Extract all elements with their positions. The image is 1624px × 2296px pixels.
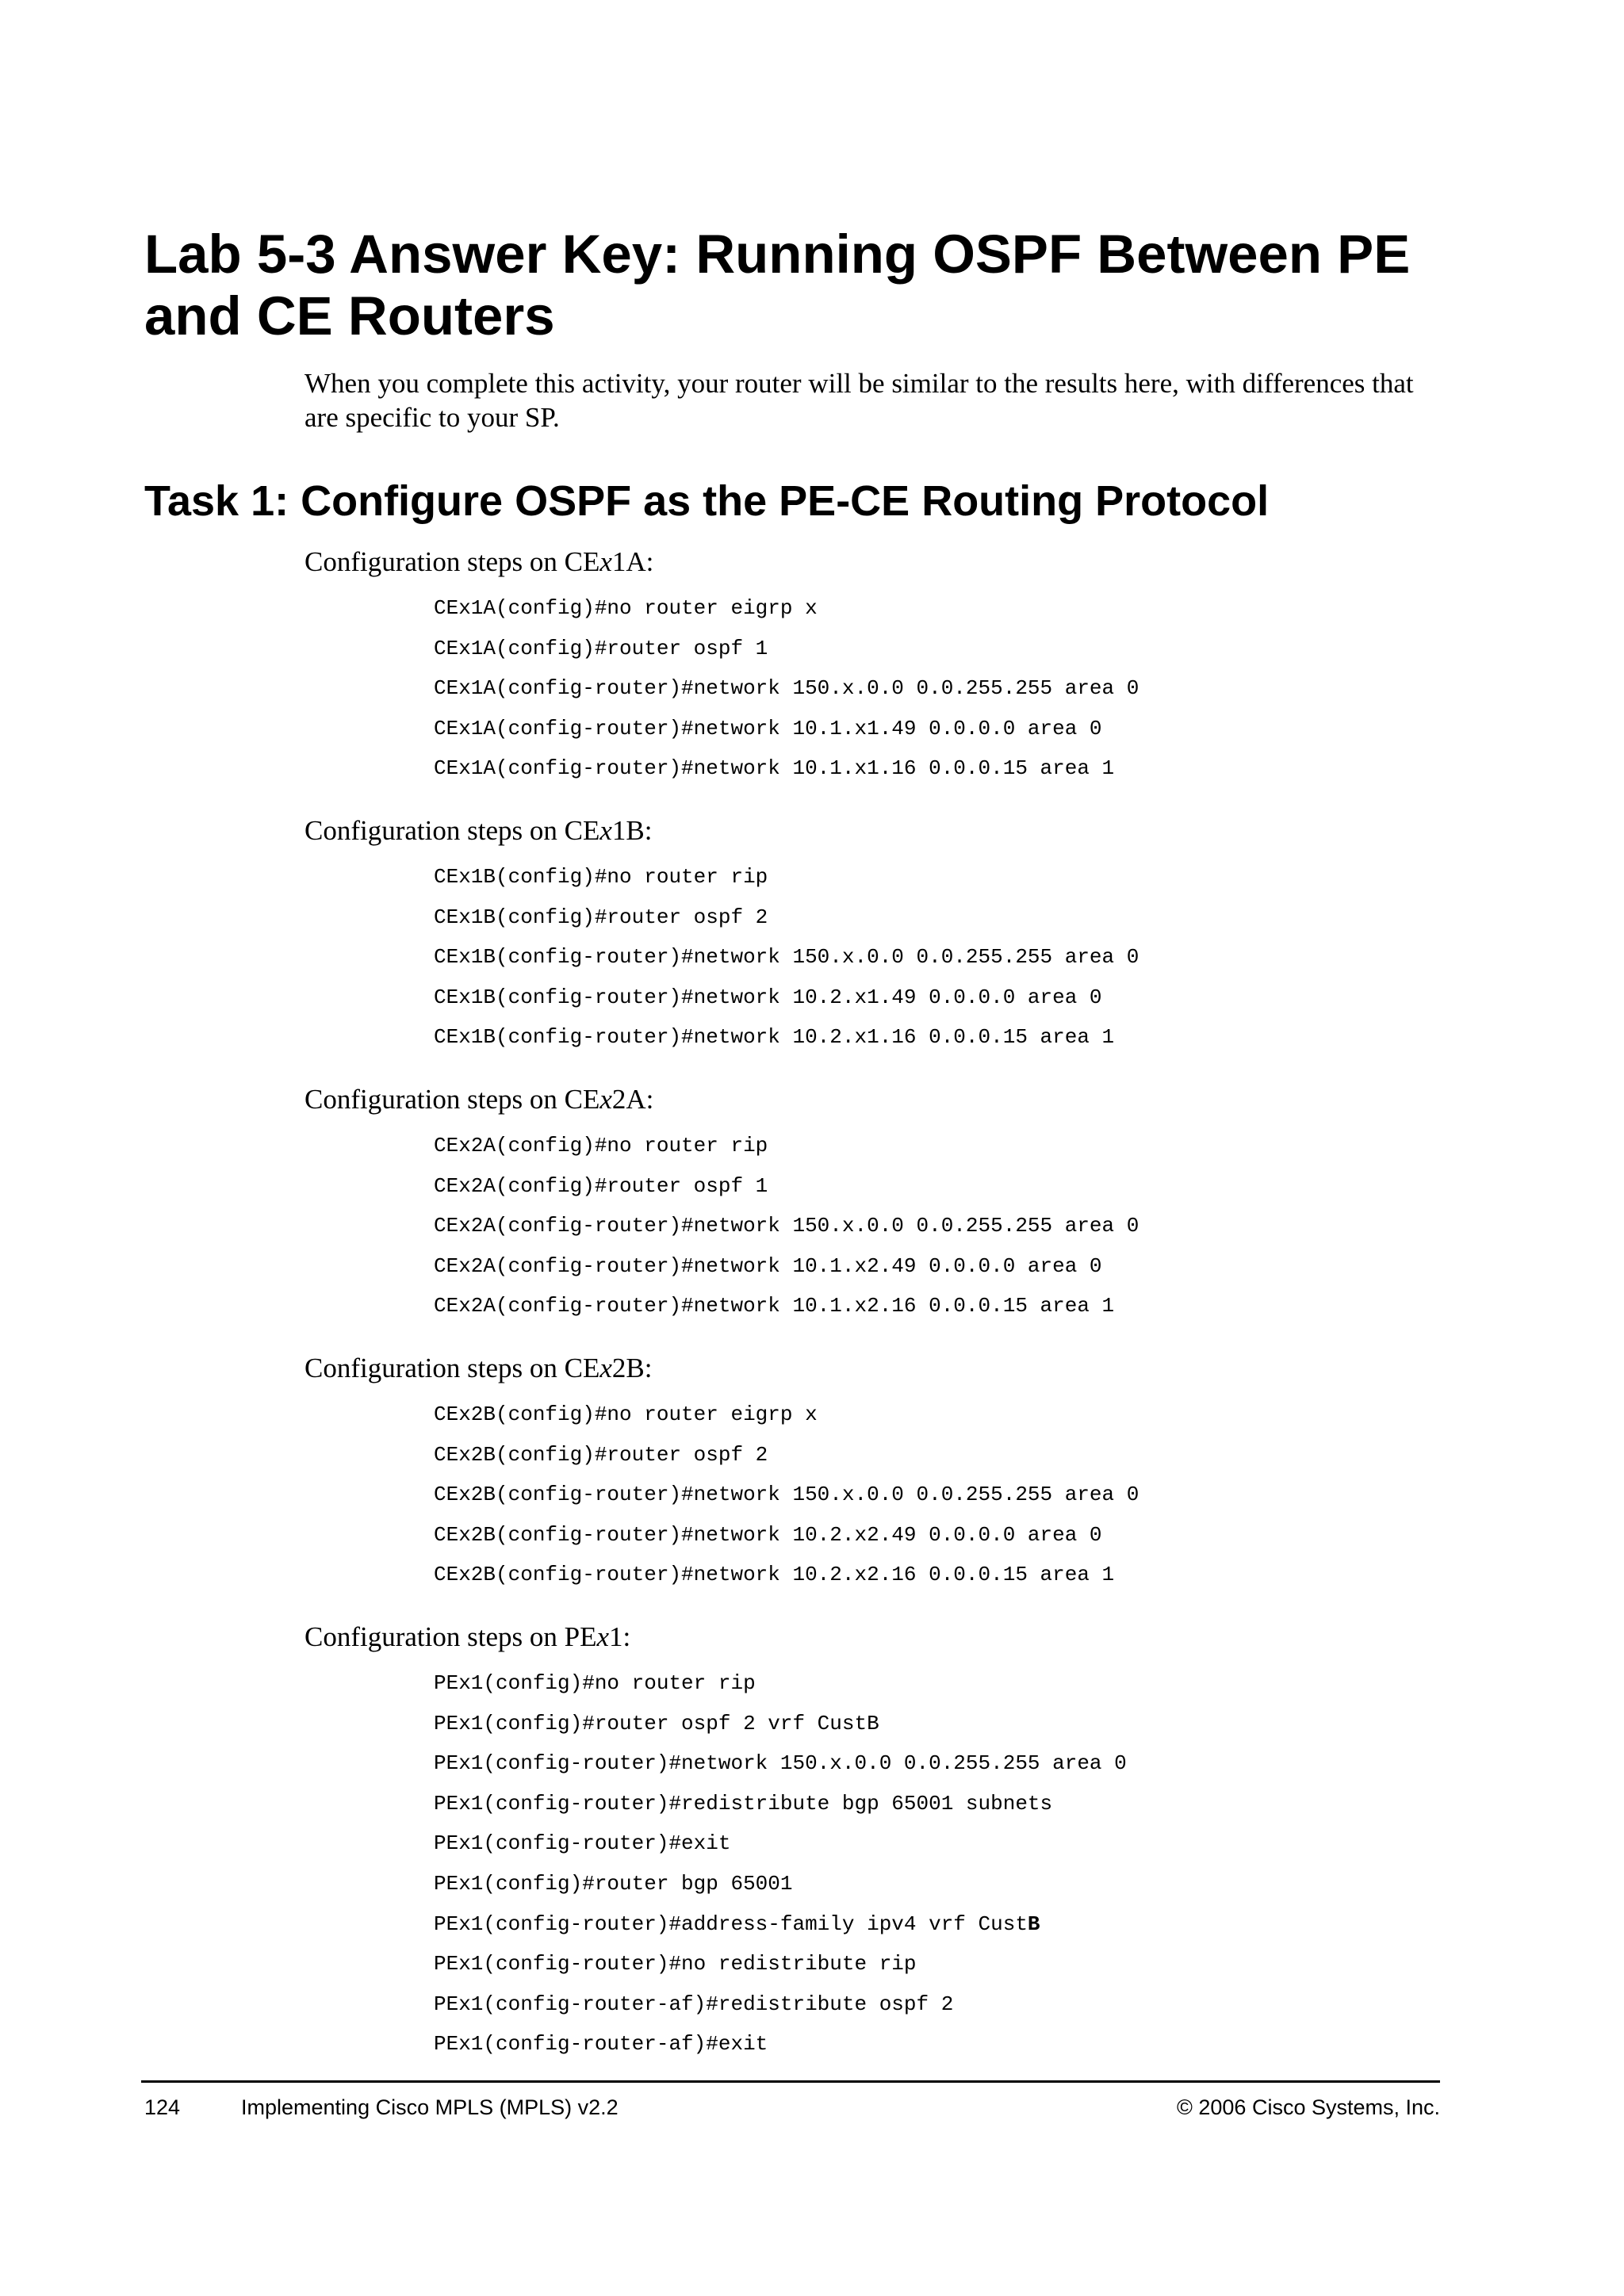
command-line: CEx2A(config-router)#network 10.1.x2.49 0.0.0.0 area 0: [434, 1253, 1102, 1278]
page-footer: [144, 2091, 1440, 2123]
command-line: PEx1(config-router)#exit: [434, 1831, 731, 1856]
command-line: CEx2A(config-router)#network 150.x.0.0 0.0.255.255 area 0: [434, 1214, 1139, 1238]
config-section-cex2a: [304, 1079, 1462, 1348]
step-heading: Configuration steps on CEx1B:: [304, 815, 653, 846]
command-line: CEx1B(config-router)#network 10.2.x1.49 0.0.0.0 area 0: [434, 985, 1102, 1009]
command-line: CEx1B(config)#no router rip: [434, 865, 768, 889]
command-line: CEx1A(config)#router ospf 1: [434, 636, 768, 660]
command-line: PEx1(config-router)#no redistribute rip: [434, 1952, 917, 1976]
command-line: CEx2B(config)#router ospf 2: [434, 1442, 768, 1467]
command-list: [304, 1395, 1462, 1595]
bold-suffix: B: [1027, 1911, 1040, 1936]
command-list: [304, 857, 1462, 1058]
command-line: CEx1A(config)#no router eigrp x: [434, 596, 818, 620]
command-line: PEx1(config)#router bgp 65001: [434, 1871, 793, 1896]
task-heading: Task 1: Configure OSPF as the PE-CE Routing Protocol: [144, 477, 1270, 525]
command-line: CEx2A(config)#no router rip: [434, 1134, 768, 1158]
command-line: CEx2A(config)#router ospf 1: [434, 1173, 768, 1198]
command-list: [304, 588, 1462, 789]
command-line: CEx1B(config-router)#network 150.x.0.0 0.0.255.255 area 0: [434, 945, 1139, 970]
step-heading: Configuration steps on CEx1A:: [304, 546, 654, 577]
command-line: CEx1B(config)#router ospf 2: [434, 905, 768, 929]
book-title: Implementing Cisco MPLS (MPLS) v2.2: [241, 2095, 619, 2119]
command-line: PEx1(config-router-af)#exit: [434, 2032, 768, 2057]
command-line: PEx1(config-router)#address-family ipv4 vrf CustB: [434, 1911, 1040, 1936]
config-section-cex2b: [304, 1348, 1462, 1617]
copyright-notice: © 2006 Cisco Systems, Inc.: [1176, 2095, 1440, 2119]
command-list: [304, 1663, 1462, 2064]
config-section-pex1: [304, 1617, 1462, 2064]
configuration-sections: [304, 541, 1462, 2064]
config-section-cex1a: [304, 541, 1462, 810]
config-section-cex1b: [304, 810, 1462, 1079]
intro-paragraph: When you complete this activity, your router will be similar to the results here, with differences that are specific to your SP.: [304, 368, 1414, 433]
command-line: PEx1(config-router-af)#redistribute ospf 2: [434, 1992, 954, 2016]
command-line: CEx2A(config-router)#network 10.1.x2.16 0.0.0.15 area 1: [434, 1294, 1115, 1318]
command-line: CEx2B(config-router)#network 10.2.x2.49 0.0.0.0 area 0: [434, 1522, 1102, 1547]
page-number: 124: [144, 2095, 181, 2119]
command-line: CEx2B(config)#no router eigrp x: [434, 1402, 818, 1426]
command-line: CEx1A(config-router)#network 10.1.x1.16 0.0.0.15 area 1: [434, 756, 1115, 781]
step-heading: Configuration steps on CEx2B:: [304, 1353, 653, 1383]
command-line: CEx2B(config-router)#network 150.x.0.0 0.0.255.255 area 0: [434, 1483, 1139, 1507]
command-line: PEx1(config-router)#network 150.x.0.0 0.0.255.255 area 0: [434, 1751, 1127, 1776]
command-line: PEx1(config)#router ospf 2 vrf CustB: [434, 1711, 879, 1735]
command-line: PEx1(config)#no router rip: [434, 1671, 756, 1695]
command-line: PEx1(config-router)#redistribute bgp 65001 subnets: [434, 1791, 1053, 1816]
command-line: CEx1B(config-router)#network 10.2.x1.16 0.0.0.15 area 1: [434, 1025, 1115, 1050]
step-heading: Configuration steps on CEx2A:: [304, 1084, 654, 1115]
step-heading: Configuration steps on PEx1:: [304, 1621, 631, 1652]
command-line: CEx1A(config-router)#network 10.1.x1.49 0.0.0.0 area 0: [434, 716, 1102, 740]
footer-divider: [141, 2080, 1440, 2083]
command-list: [304, 1126, 1462, 1326]
command-line: CEx1A(config-router)#network 150.x.0.0 0.0.255.255 area 0: [434, 676, 1139, 701]
command-line: CEx2B(config-router)#network 10.2.x2.16 0.0.0.15 area 1: [434, 1563, 1115, 1587]
page-title: Lab 5-3 Answer Key: Running OSPF Between PE and CE Routers: [144, 224, 1411, 346]
